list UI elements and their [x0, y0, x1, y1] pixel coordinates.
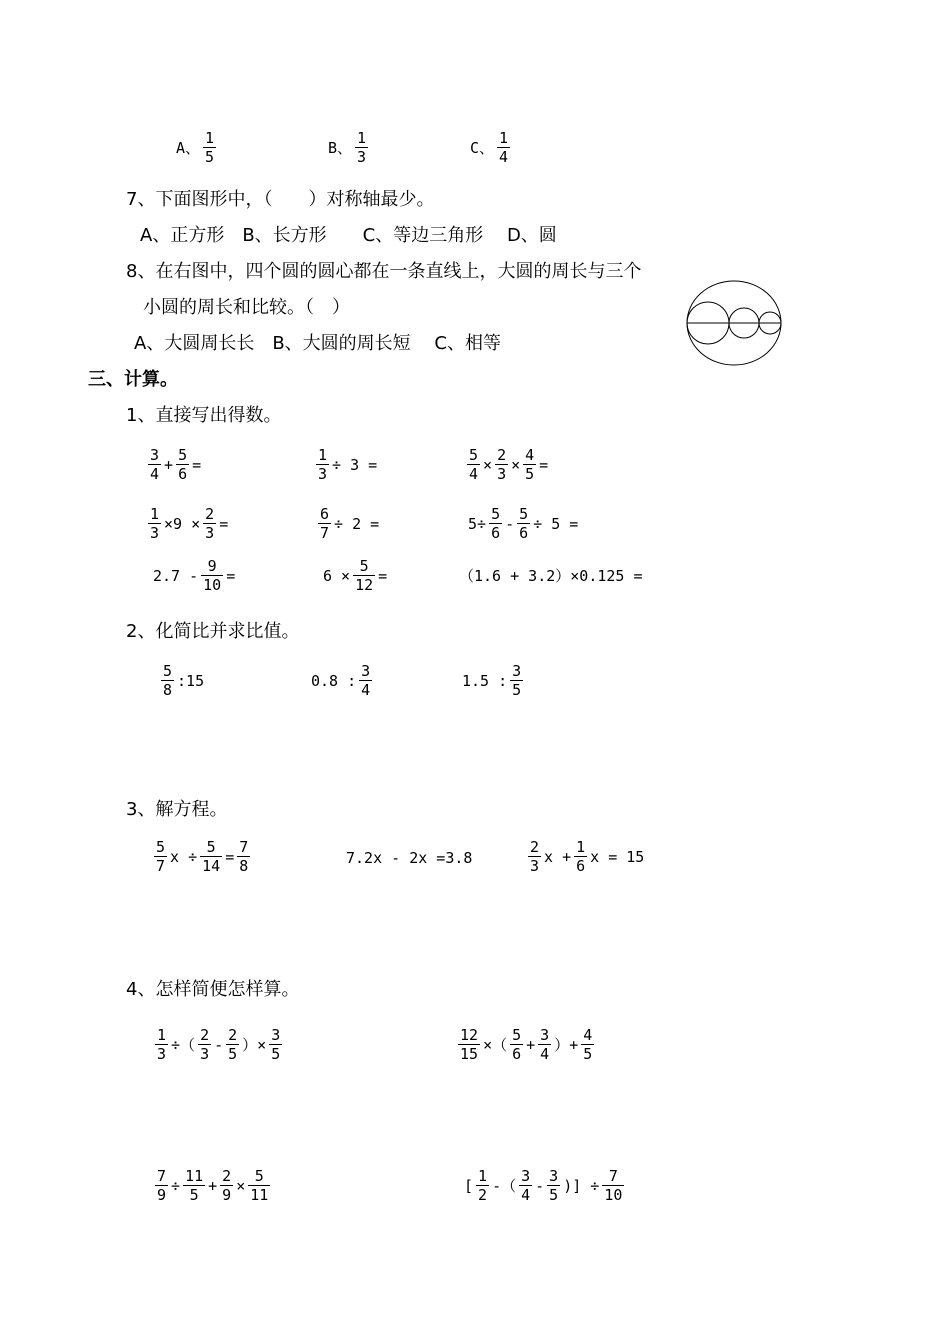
q6-option-a: [174, 130, 217, 165]
operator: -: [214, 1035, 224, 1054]
ratio-1: [160, 663, 206, 698]
operator: ×（: [483, 1036, 508, 1054]
operator: [: [464, 1176, 474, 1195]
fraction: [538, 1027, 551, 1062]
part2-title: 2、化简比并求比值。: [126, 621, 300, 642]
denominator: 4: [521, 1186, 531, 1204]
denominator: 6: [576, 857, 586, 875]
numerator: 4: [525, 446, 535, 464]
part4-title: 4、怎样简便怎样算。: [126, 979, 300, 1000]
denominator: 4: [540, 1045, 550, 1063]
numerator: 2: [228, 1026, 238, 1044]
fraction: [154, 839, 167, 874]
option-letter: A、: [176, 139, 201, 157]
fraction: [519, 1168, 532, 1203]
operator: ×: [236, 1176, 246, 1195]
operator: ÷: [171, 1176, 181, 1195]
equals: =: [378, 566, 388, 585]
q8-options: A、大圆周长长 B、大圆的周长短 C、相等: [134, 333, 501, 354]
denominator: 3: [205, 524, 215, 542]
numerator: 6: [320, 505, 330, 523]
fraction: [155, 1168, 168, 1203]
denominator: 3: [318, 465, 328, 483]
fraction: [220, 1168, 233, 1203]
numerator: 1: [318, 446, 328, 464]
equals: =: [539, 455, 549, 474]
fraction: [155, 1027, 168, 1062]
operator: ×: [511, 455, 521, 474]
fraction: [495, 447, 508, 482]
operator: :15: [177, 671, 205, 690]
numerator: 4: [583, 1026, 593, 1044]
numerator: 3: [540, 1026, 550, 1044]
fraction: [355, 130, 368, 165]
numerator: 5: [163, 662, 173, 680]
operator: 5÷: [468, 514, 487, 533]
denominator: 14: [202, 857, 221, 875]
denominator: 3: [497, 465, 507, 483]
operator: x +: [544, 847, 572, 866]
numerator: 5: [248, 1168, 270, 1186]
denominator: 5: [525, 465, 535, 483]
denominator: 4: [361, 681, 371, 699]
fraction: [510, 663, 523, 698]
numerator: 3: [271, 1026, 281, 1044]
numerator: 1: [157, 1026, 167, 1044]
denominator: 3: [200, 1045, 210, 1063]
calc-r3c1: [151, 558, 237, 593]
numerator: 5: [512, 1026, 522, 1044]
calc-r2c2: [317, 506, 381, 541]
fraction: [574, 839, 587, 874]
fraction: [148, 506, 161, 541]
numerator: 3: [361, 662, 371, 680]
numerator: 5: [200, 839, 222, 857]
operator: )] ÷: [563, 1176, 600, 1195]
simplify-2: [457, 1027, 595, 1062]
fraction: [359, 663, 372, 698]
fraction: [318, 506, 331, 541]
numerator: 3: [521, 1167, 531, 1185]
operator: 0.8 :: [311, 671, 357, 690]
operator: ×9 ×: [164, 514, 201, 533]
numerator: 11: [185, 1167, 204, 1185]
calc-r1c2: [315, 447, 379, 482]
numerator: 5: [469, 446, 479, 464]
denominator: 7: [156, 857, 166, 875]
part1-title: 1、直接写出得数。: [126, 405, 282, 426]
denominator: 9: [222, 1186, 232, 1204]
fraction: [602, 1168, 624, 1203]
equals: =: [225, 847, 235, 866]
section-3-title: 三、计算。: [88, 369, 178, 390]
numerator: 1: [150, 505, 160, 523]
numerator: 12: [460, 1026, 479, 1044]
operator: +: [208, 1176, 218, 1195]
denominator: 10: [203, 576, 222, 594]
simplify-3: [154, 1168, 271, 1203]
q6-option-b: [326, 130, 369, 165]
fraction: [476, 1168, 489, 1203]
calc-r1c3: [466, 447, 550, 482]
operator: x = 15: [590, 847, 645, 866]
fraction: [198, 1027, 211, 1062]
calc-r2c1: [147, 506, 230, 541]
fraction: [200, 839, 222, 874]
calc-r2c3: [466, 506, 580, 541]
operator: 1.5 :: [462, 671, 508, 690]
operator: ÷ 5 =: [533, 514, 579, 533]
q8-stem-line1: 8、在右图中，四个圆的圆心都在一条直线上，大圆的周长与三个: [126, 261, 642, 282]
denominator: 3: [530, 857, 540, 875]
numerator: 3: [549, 1167, 559, 1185]
q7-options: A、正方形 B、长方形 C、等边三角形 D、圆: [140, 225, 557, 246]
operator: x ÷: [170, 847, 198, 866]
denominator: 5: [228, 1045, 238, 1063]
operator: -: [535, 1176, 545, 1195]
denominator: 2: [478, 1186, 488, 1204]
operator: +: [526, 1035, 536, 1054]
q7-stem: 7、下面图形中，（ ）对称轴最少。: [126, 189, 435, 210]
fraction: [497, 130, 510, 165]
operator: 6 ×: [323, 566, 351, 585]
part3-title: 3、解方程。: [126, 799, 228, 820]
numerator: 3: [512, 662, 522, 680]
calc-r3c2: [321, 558, 389, 593]
q6-option-c: [468, 130, 511, 165]
denominator: 3: [157, 1045, 167, 1063]
numerator: 9: [201, 558, 223, 576]
denominator: 7: [320, 524, 330, 542]
equals: =: [226, 566, 236, 585]
denominator: 10: [604, 1186, 623, 1204]
denominator: 12: [355, 576, 374, 594]
fraction: [523, 447, 536, 482]
fraction: [316, 447, 329, 482]
denominator: 5: [549, 1186, 559, 1204]
ratio-2: [309, 663, 373, 698]
operator: ）×: [242, 1036, 267, 1054]
denominator: 5: [512, 681, 522, 699]
denominator: 5: [189, 1186, 199, 1204]
operator: +: [164, 455, 174, 474]
denominator: 4: [469, 465, 479, 483]
denominator: 8: [163, 681, 173, 699]
option-letter: C、: [470, 139, 495, 157]
q8-stem-line2: 小圆的周长和比较。（ ）: [143, 297, 350, 318]
denominator: 4: [150, 465, 160, 483]
numerator: 1: [499, 129, 509, 147]
fraction: [467, 447, 480, 482]
numerator: 5: [519, 505, 529, 523]
operator: ÷ 2 =: [334, 514, 380, 533]
numerator: 7: [602, 1168, 624, 1186]
fraction: [517, 506, 530, 541]
operator: ×: [483, 455, 493, 474]
denominator: 3: [357, 148, 367, 166]
operator: ）+: [554, 1036, 579, 1054]
equation-3: [527, 839, 646, 874]
fraction: [161, 663, 174, 698]
operator: ÷（: [171, 1036, 196, 1054]
fraction: [201, 558, 223, 593]
calc-r3c3: （1.6 + 3.2）×0.125 =: [459, 567, 643, 585]
numerator: 2: [497, 446, 507, 464]
fraction: [148, 447, 161, 482]
numerator: 5: [156, 838, 166, 856]
equation-1: [153, 839, 251, 874]
numerator: 2: [222, 1167, 232, 1185]
denominator: 6: [178, 465, 188, 483]
fraction: [269, 1027, 282, 1062]
denominator: 9: [157, 1186, 167, 1204]
operator: 2.7 -: [153, 566, 199, 585]
fraction: [203, 130, 216, 165]
numerator: 2: [530, 838, 540, 856]
numerator: 3: [150, 446, 160, 464]
fraction: [528, 839, 541, 874]
calc-r1c1: [147, 447, 203, 482]
equation-2: 7.2x - 2x =3.8: [346, 849, 473, 867]
numerator: 1: [478, 1167, 488, 1185]
fraction: [510, 1027, 523, 1062]
equals: =: [192, 455, 202, 474]
numerator: 5: [353, 558, 375, 576]
fraction: [458, 1027, 480, 1062]
denominator: 6: [491, 524, 501, 542]
denominator: 15: [460, 1045, 479, 1063]
numerator: 5: [491, 505, 501, 523]
fraction: [183, 1168, 205, 1203]
fraction: [581, 1027, 594, 1062]
numerator: 7: [239, 838, 249, 856]
numerator: 5: [178, 446, 188, 464]
operator: -: [505, 514, 515, 533]
operator: -（: [492, 1177, 517, 1195]
fraction: [176, 447, 189, 482]
denominator: 6: [519, 524, 529, 542]
fraction: [547, 1168, 560, 1203]
denominator: 8: [239, 857, 249, 875]
denominator: 3: [150, 524, 160, 542]
denominator: 4: [499, 148, 509, 166]
numerator: 2: [205, 505, 215, 523]
numerator: 2: [200, 1026, 210, 1044]
denominator: 5: [205, 148, 215, 166]
numerator: 1: [576, 838, 586, 856]
fraction: [226, 1027, 239, 1062]
numerator: 7: [157, 1167, 167, 1185]
ratio-3: [460, 663, 524, 698]
denominator: 5: [583, 1045, 593, 1063]
fraction: [237, 839, 250, 874]
numerator: 1: [205, 129, 215, 147]
denominator: 6: [512, 1045, 522, 1063]
simplify-1: [154, 1027, 283, 1062]
fraction: [203, 506, 216, 541]
denominator: 5: [271, 1045, 281, 1063]
denominator: 11: [250, 1186, 269, 1204]
option-letter: B、: [328, 139, 353, 157]
equals: =: [219, 514, 229, 533]
circles-figure: [684, 278, 786, 368]
simplify-4: [462, 1168, 625, 1203]
fraction: [353, 558, 375, 593]
operator: ÷ 3 =: [332, 455, 378, 474]
numerator: 1: [357, 129, 367, 147]
fraction: [248, 1168, 270, 1203]
fraction: [489, 506, 502, 541]
